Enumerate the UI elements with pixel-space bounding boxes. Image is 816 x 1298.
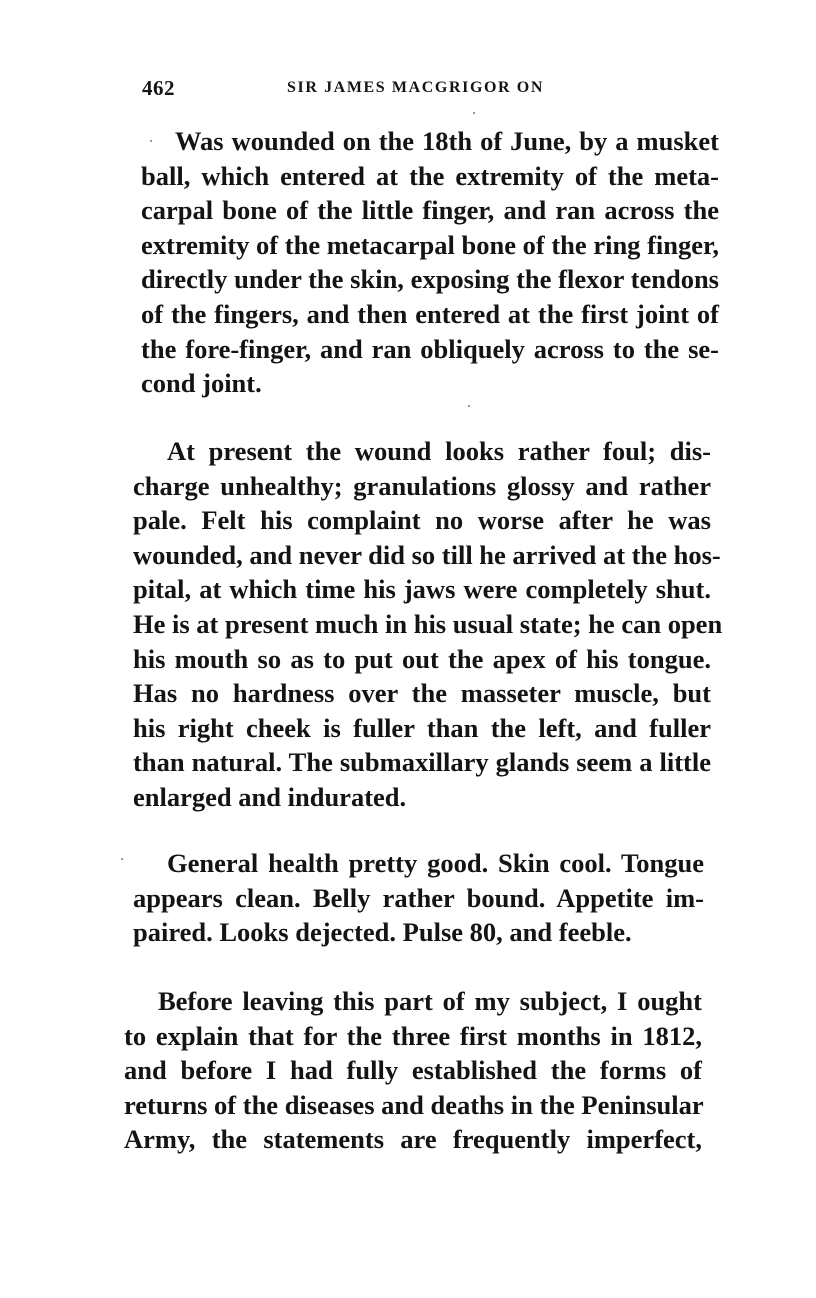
text-line: directly under the skin, exposing the flexor tendons [141,264,719,295]
print-speck [473,112,475,114]
print-speck [468,405,470,407]
print-speck [121,858,123,860]
text-line: Army, the statements are frequently imperfect, [124,1124,702,1155]
text-line: He is at present much in his usual state; he can open [133,608,723,639]
text-line: At present the wound looks rather foul; dis- [167,436,711,466]
text-line: enlarged and indurated. [133,781,407,812]
text-line: extremity of the metacarpal bone of the ring finger, [141,229,719,260]
text-line: to explain that for the three first months in 1812, [124,1020,702,1051]
text-line: General health pretty good. Skin cool. Tongue [167,848,704,878]
text-line: pale. Felt his complaint no worse after he was [133,505,711,536]
text-line: pital, at which time his jaws were completely shut. [133,574,711,605]
page-header [142,76,702,106]
text-line: his right cheek is fuller than the left, and fuller [133,712,711,743]
text-line: returns of the diseases and deaths in the Peninsular [124,1089,704,1120]
running-head: SIR JAMES MACGRIGOR ON [287,79,544,96]
print-speck [150,140,152,142]
text-line: his mouth so as to put out the apex of his tongue. [133,643,711,674]
text-line: wounded, and never did so till he arrived at the hos- [133,539,721,570]
text-line: ball, which entered at the extremity of the meta- [141,160,719,191]
text-line: charge unhealthy; granulations glossy and rather [133,470,711,501]
text-line: Was wounded on the 18th of June, by a musket [175,126,719,156]
text-line: paired. Looks dejected. Pulse 80, and feeble. [133,917,632,948]
text-line: Before leaving this part of my subject, I ought [158,986,702,1016]
text-line: of the fingers, and then entered at the first joint of [141,298,719,329]
paragraph-wound-description [141,124,719,401]
paragraph-explanation [124,984,702,1157]
text-line: appears clean. Belly rather bound. Appetite im- [133,882,704,913]
page-number: 462 [142,76,175,100]
text-line: cond joint. [141,368,262,399]
text-line: and before I had fully established the forms of [124,1055,702,1086]
text-line: Has no hardness over the masseter muscle, but [133,678,711,709]
text-line: carpal bone of the little finger, and ran across the [141,195,719,226]
text-line: the fore-finger, and ran obliquely across to the se- [141,333,719,364]
text-line: than natural. The submaxillary glands seem a little [133,747,711,778]
paragraph-present-state [133,434,723,815]
paragraph-general-health [133,846,704,950]
